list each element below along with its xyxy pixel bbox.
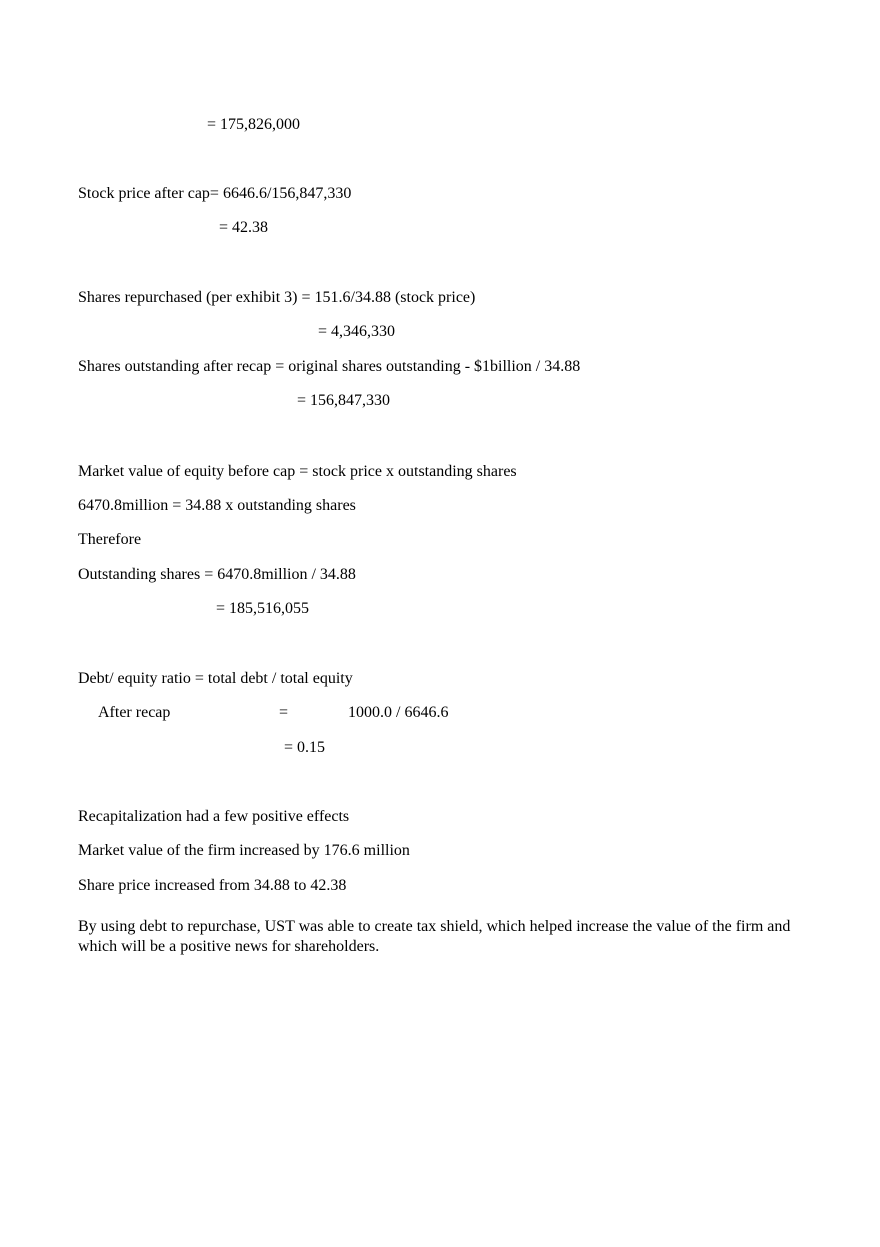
after-recap-label: After recap xyxy=(98,704,171,721)
outstanding-shares-line: Outstanding shares = 6470.8million / 34.88 xyxy=(78,566,356,583)
result-line-175826000: = 175,826,000 xyxy=(207,116,301,133)
therefore-line: Therefore xyxy=(78,531,142,548)
result-line-185516055: = 185,516,055 xyxy=(216,600,310,617)
equity-equation-line: 6470.8million = 34.88 x outstanding shares xyxy=(78,497,356,514)
after-recap-equals: = xyxy=(279,704,289,721)
result-line-156847330: = 156,847,330 xyxy=(297,392,391,409)
result-line-4346330: = 4,346,330 xyxy=(318,323,396,340)
debt-equity-ratio-line: Debt/ equity ratio = total debt / total equity xyxy=(78,670,353,687)
conclusion-paragraph: By using debt to repurchase, UST was able to create tax shield, which helped increase the value of the firm and which will be a positive news for shareholders. xyxy=(78,918,791,955)
shares-outstanding-after-recap-line: Shares outstanding after recap = original shares outstanding - $1billion / 34.88 xyxy=(78,358,581,375)
result-line-42-38: = 42.38 xyxy=(219,219,269,236)
shares-repurchased-line: Shares repurchased (per exhibit 3) = 151.6/34.88 (stock price) xyxy=(78,289,476,306)
share-price-increase-line: Share price increased from 34.88 to 42.38 xyxy=(78,877,347,894)
after-recap-value: 1000.0 / 6646.6 xyxy=(348,704,449,721)
stock-price-after-cap-line: Stock price after cap= 6646.6/156,847,330 xyxy=(78,185,352,202)
result-line-0-15: = 0.15 xyxy=(284,739,326,756)
positive-effects-line: Recapitalization had a few positive effects xyxy=(78,808,350,825)
market-value-increase-line: Market value of the firm increased by 176.6 million xyxy=(78,842,410,859)
market-value-equity-line: Market value of equity before cap = stock price x outstanding shares xyxy=(78,463,517,480)
